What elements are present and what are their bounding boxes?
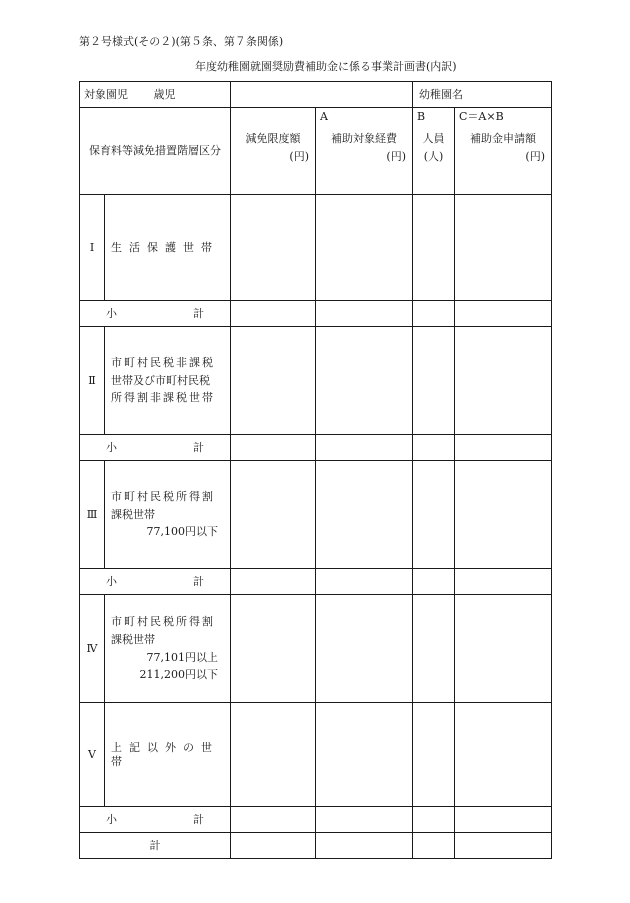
c-unit: (円) (525, 150, 545, 163)
kindergarten-label: 幼稚園名 (419, 87, 463, 101)
tier-row (80, 461, 552, 569)
c-letter: C＝A×B (459, 110, 504, 123)
tier-row (80, 595, 552, 703)
tier-description (105, 461, 231, 569)
b-cell[interactable] (413, 595, 455, 703)
a-cell[interactable] (316, 703, 413, 807)
reduction-cell[interactable] (231, 833, 316, 859)
reduction-cell[interactable] (231, 807, 316, 833)
tier-number: Ⅲ (80, 461, 105, 569)
column-header-row (80, 108, 552, 195)
reduction-label: 減免限度額 (245, 132, 301, 145)
document-title: 年度幼稚園就園奨励費補助金に係る事業計画書(内訳) (195, 60, 457, 73)
tier-line: 課税世帯 (111, 632, 155, 646)
tier-description (105, 595, 231, 703)
reduction-cell[interactable] (231, 195, 316, 301)
a-cell[interactable] (316, 435, 413, 461)
b-cell[interactable] (413, 327, 455, 435)
tier-line: 所得割非課税世帯 (111, 391, 215, 405)
info-row (80, 82, 552, 108)
a-cell[interactable] (316, 327, 413, 435)
reduction-cell[interactable] (231, 435, 316, 461)
total-row (80, 833, 552, 859)
c-cell[interactable] (455, 807, 552, 833)
total-label: 計 (80, 833, 231, 859)
tier-description (105, 703, 231, 807)
tier-line: 世帯及び市町村民税 (111, 373, 210, 387)
c-cell[interactable] (455, 569, 552, 595)
b-cell[interactable] (413, 195, 455, 301)
tier-line: 上記以外の世帯 (111, 740, 219, 768)
subtotal-label (80, 301, 231, 327)
tier-amount: 211,200円以下 (139, 668, 218, 682)
tier-description (105, 195, 231, 301)
tier-row (80, 195, 552, 301)
subtotal-right: 計 (193, 574, 204, 588)
subtotal-left: 小 (106, 306, 117, 320)
reduction-cell[interactable] (231, 569, 316, 595)
tier-amount: 77,101円以上 (146, 650, 218, 664)
c-cell[interactable] (455, 461, 552, 569)
subtotal-left: 小 (106, 440, 117, 454)
c-cell[interactable] (455, 833, 552, 859)
b-cell[interactable] (413, 569, 455, 595)
tier-row (80, 327, 552, 435)
a-cell[interactable] (316, 833, 413, 859)
tier-row (80, 703, 552, 807)
kindergarten-cell (413, 82, 552, 108)
tier-line: 市町村民税所得割 (111, 490, 215, 504)
c-header (455, 108, 552, 195)
a-cell[interactable] (316, 195, 413, 301)
b-letter: B (417, 110, 426, 123)
tier-description (105, 327, 231, 435)
category-header: 保育料等減免措置階層区分 (80, 108, 231, 195)
c-cell[interactable] (455, 435, 552, 461)
subtotal-row (80, 301, 552, 327)
reduction-unit: (円) (289, 150, 309, 163)
c-cell[interactable] (455, 703, 552, 807)
subtotal-label (80, 435, 231, 461)
reduction-cell[interactable] (231, 595, 316, 703)
reduction-cell[interactable] (231, 301, 316, 327)
b-header (413, 108, 455, 195)
subtotal-right: 計 (193, 812, 204, 826)
b-label: 人員 (422, 132, 445, 145)
tier-line: 課税世帯 (111, 507, 155, 521)
subtotal-label (80, 807, 231, 833)
reduction-cell[interactable] (231, 703, 316, 807)
tier-line: 市町村民税所得割 (111, 615, 215, 629)
c-cell[interactable] (455, 195, 552, 301)
a-header (316, 108, 413, 195)
subtotal-row (80, 435, 552, 461)
tier-number: Ⅴ (80, 703, 105, 807)
subtotal-left: 小 (106, 574, 117, 588)
age-suffix: 歳児 (153, 87, 176, 101)
a-cell[interactable] (316, 595, 413, 703)
c-cell[interactable] (455, 595, 552, 703)
tier-number: Ⅱ (80, 327, 105, 435)
a-cell[interactable] (316, 569, 413, 595)
a-cell[interactable] (316, 461, 413, 569)
subtotal-right: 計 (193, 440, 204, 454)
tier-line: 生活保護世帯 (111, 240, 219, 254)
a-cell[interactable] (316, 807, 413, 833)
target-child-label: 対象園児 (84, 87, 128, 101)
b-cell[interactable] (413, 301, 455, 327)
c-cell[interactable] (455, 327, 552, 435)
subtotal-row (80, 807, 552, 833)
form-number: 第２号様式(その２)(第５条、第７条関係) (79, 35, 284, 48)
target-child-cell (80, 82, 231, 108)
tier-number: Ⅰ (80, 195, 105, 301)
tier-amount: 77,100円以下 (146, 525, 218, 539)
tier-number: Ⅳ (80, 595, 105, 703)
b-unit: (人) (423, 150, 444, 163)
target-child-input[interactable] (231, 82, 413, 108)
a-cell[interactable] (316, 301, 413, 327)
a-label: 補助対象経費 (331, 132, 397, 145)
c-label: 補助金申請額 (470, 132, 536, 145)
b-cell[interactable] (413, 833, 455, 859)
tier-line: 市町村民税非課税 (111, 356, 215, 370)
subtotal-row (80, 569, 552, 595)
reduction-cell[interactable] (231, 327, 316, 435)
a-unit: (円) (386, 150, 406, 163)
reduction-header (231, 108, 316, 195)
subtotal-label (80, 569, 231, 595)
b-cell[interactable] (413, 703, 455, 807)
reduction-cell[interactable] (231, 461, 316, 569)
subtotal-right: 計 (193, 306, 204, 320)
subtotal-left: 小 (106, 812, 117, 826)
a-letter: A (320, 110, 328, 123)
c-cell[interactable] (455, 301, 552, 327)
b-cell[interactable] (413, 461, 455, 569)
b-cell[interactable] (413, 435, 455, 461)
plan-table (79, 81, 552, 859)
b-cell[interactable] (413, 807, 455, 833)
